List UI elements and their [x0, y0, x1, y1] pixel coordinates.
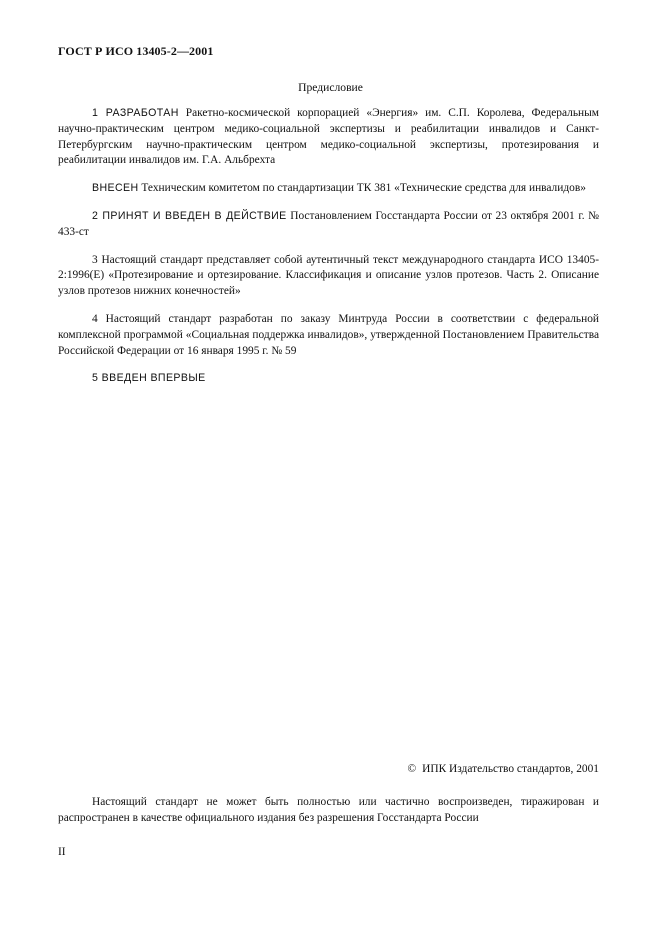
- paragraph-lead: 4: [92, 312, 98, 325]
- foreword-body: [58, 106, 599, 399]
- copyright-icon: ©: [407, 763, 417, 775]
- document-id-header: ГОСТ Р ИСО 13405-2—2001: [58, 44, 214, 58]
- paragraph-text: Настоящий стандарт разработан по заказу Минтруда России в соответствии с федеральной комплексной программой «Социальная поддержка инвалидов», утвержденной Постановлением Правительства Российской Федерации от 16 января 1995 г. № 59: [58, 312, 599, 357]
- paragraph-text: Настоящий стандарт представляет собой аутентичный текст международного стандарта ИСО 13405-2:1996(E) «Протезирование и ортезирование. Классификация и описание узлов протезов. Часть 2. Описание узлов протезов нижних конечностей»: [58, 253, 599, 298]
- paragraph-text: Техническим комитетом по стандартизации ТК 381 «Технические средства для инвалидов»: [138, 182, 586, 195]
- page-number: II: [58, 846, 66, 858]
- paragraph-commissioned: [58, 312, 599, 359]
- paragraph-lead: 2 ПРИНЯТ И ВВЕДЕН В ДЕЙСТВИЕ: [92, 209, 287, 222]
- reproduction-notice: Настоящий стандарт не может быть полностью или частично воспроизведен, тиражирован и распространен в качестве официального издания без разрешения Госстандарта России: [58, 796, 599, 824]
- paragraph-developed-by: [58, 106, 599, 169]
- paragraph-first-introduced: [58, 371, 599, 387]
- copyright-text: ИПК Издательство стандартов, 2001: [422, 763, 599, 775]
- paragraph-lead: ВНЕСЕН: [92, 182, 139, 195]
- paragraph-lead: 3: [92, 253, 98, 266]
- section-title: Предисловие: [298, 81, 363, 94]
- paragraph-lead: 5 ВВЕДЕН ВПЕРВЫЕ: [92, 372, 206, 385]
- paragraph-text: Постановлением Госстандарта России от 23 октября 2001 г. № 433-ст: [58, 209, 599, 238]
- copyright-line: [407, 762, 599, 778]
- paragraph-text: Ракетно-космической корпорацией «Энергия» им. С.П. Королева, Федеральным научно-практическим центром медико-социальной экспертизы и реабилитации инвалидов и Санкт-Петербургским научно-практическим центром медико-социальной экспертизы, протезирования и реабилитации инвалидов им. Г.А. Альбрехта: [58, 107, 599, 167]
- paragraph-lead: 1 РАЗРАБОТАН: [92, 107, 179, 119]
- paragraph-authentic-text: [58, 253, 599, 300]
- paragraph-adopted: [58, 209, 599, 241]
- paragraph-submitted-by: [58, 181, 599, 197]
